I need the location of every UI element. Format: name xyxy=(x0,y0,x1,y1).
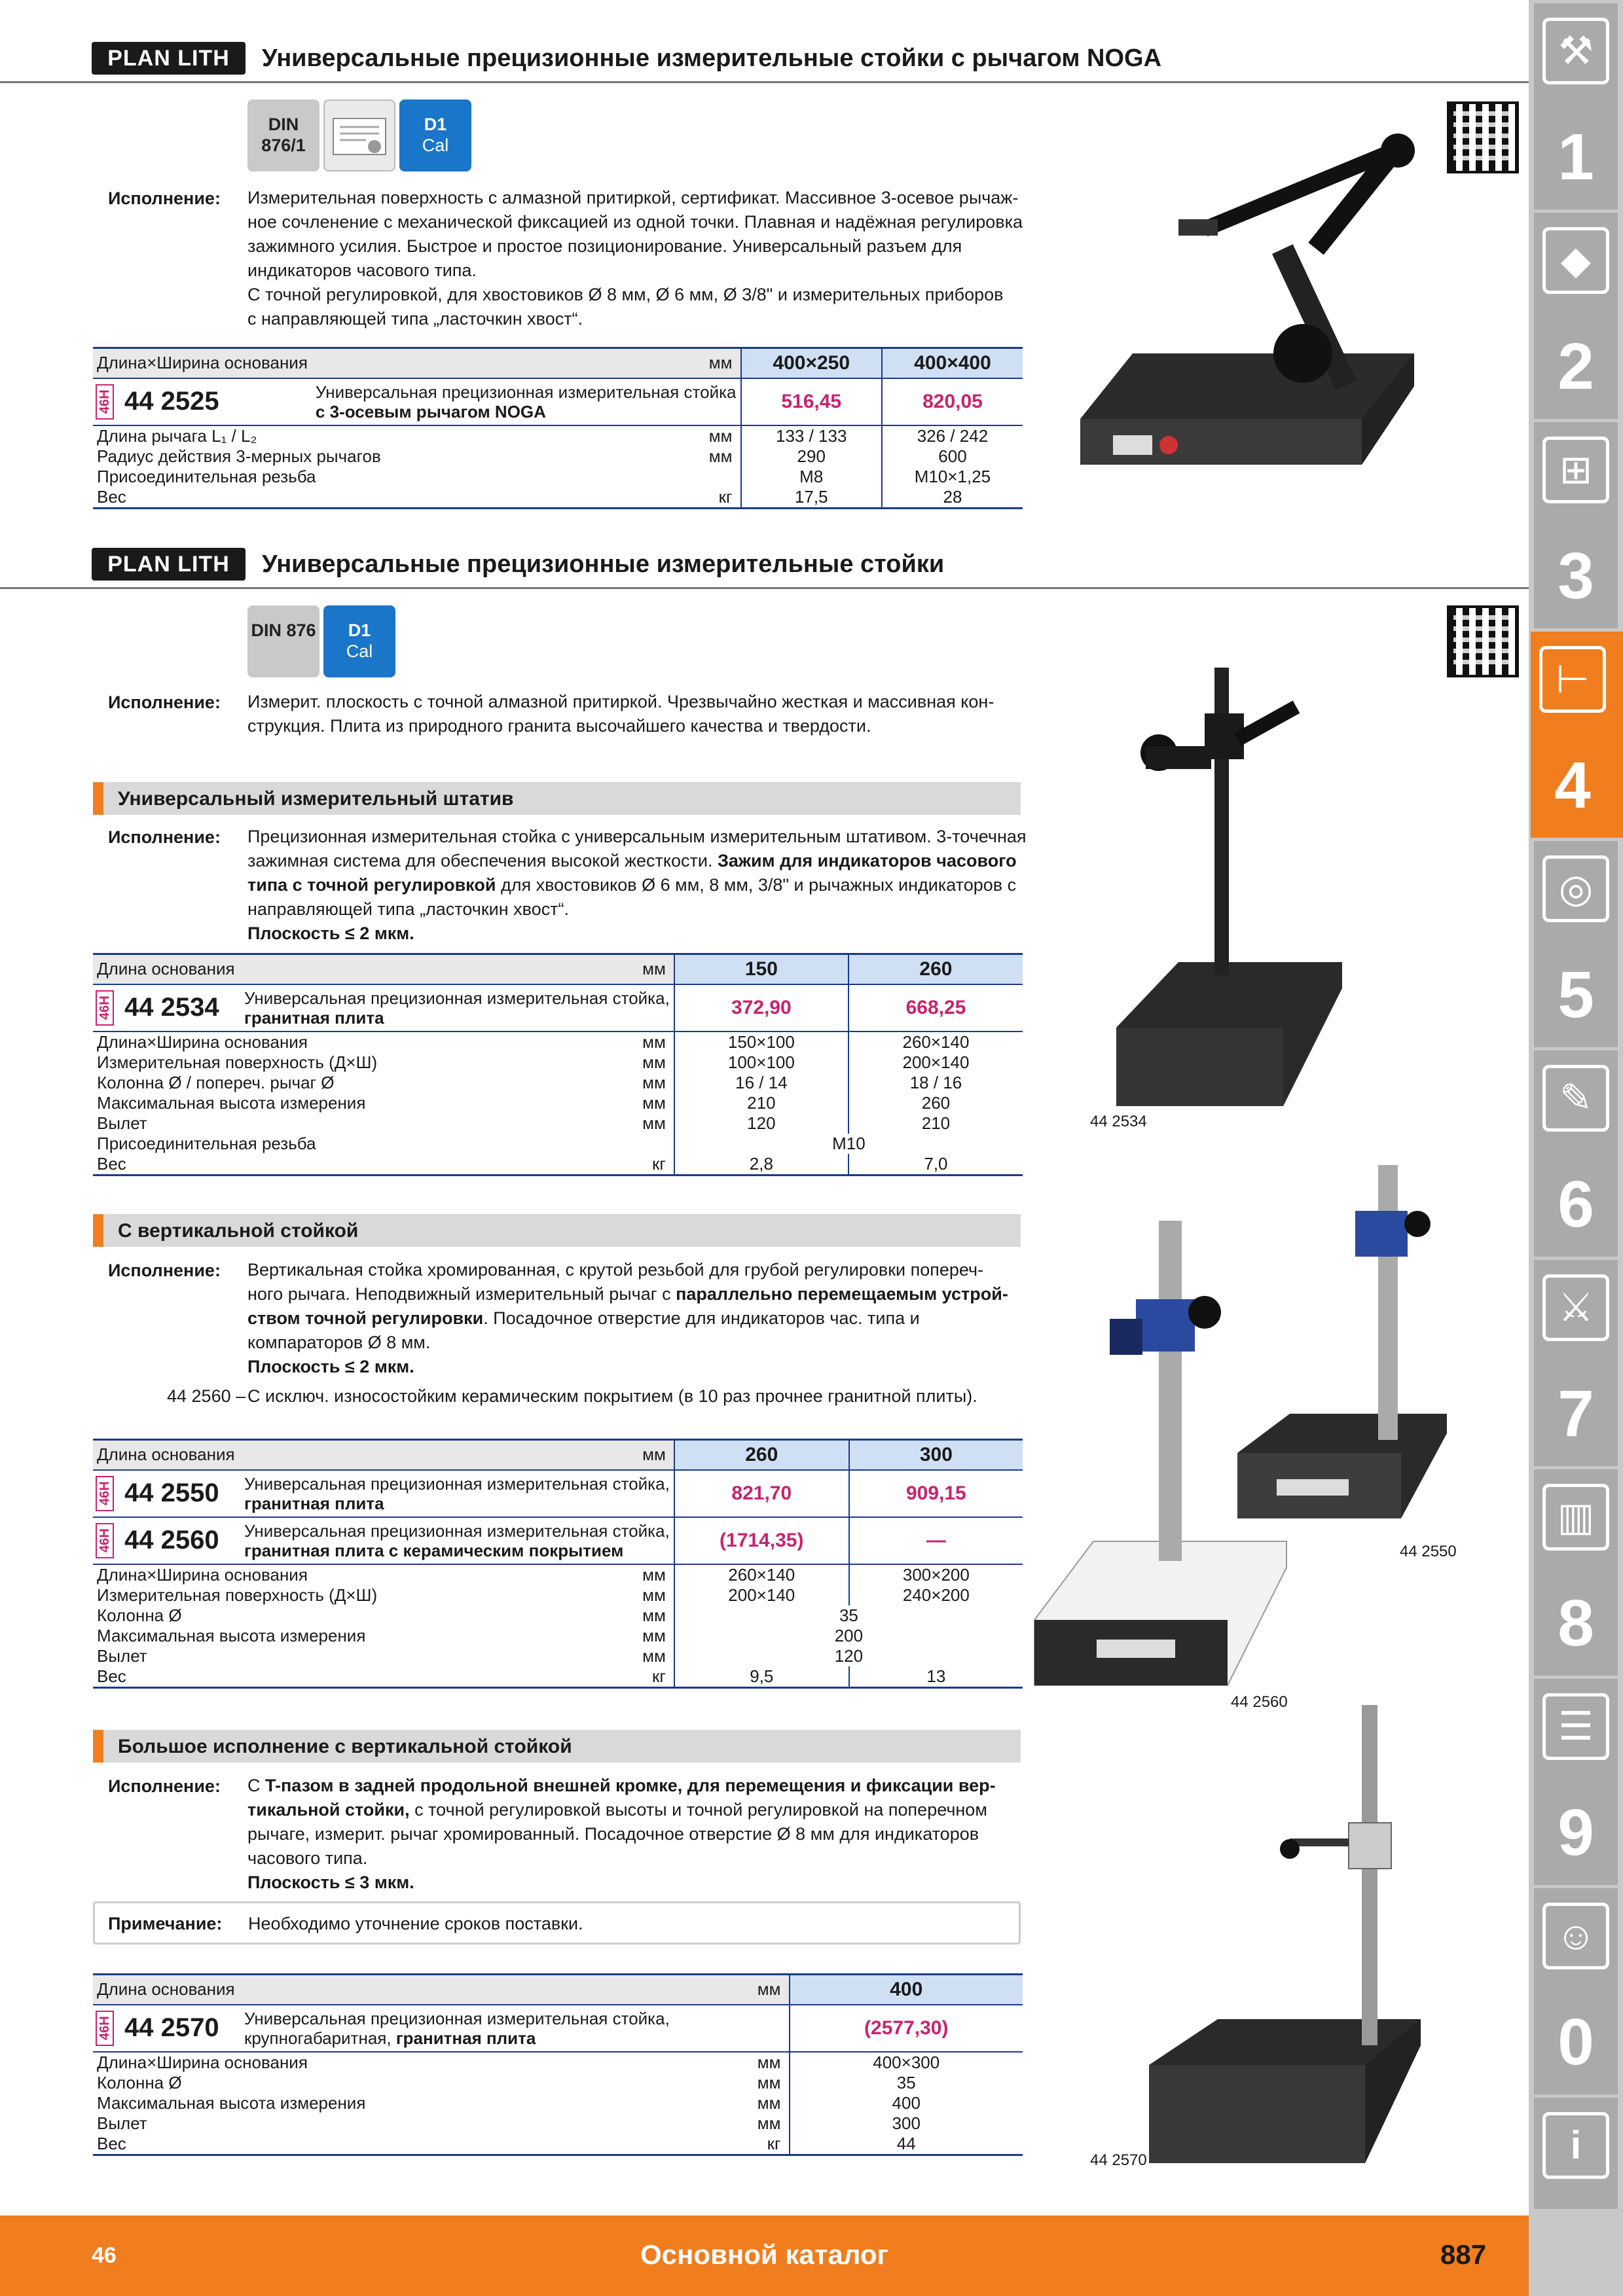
exec-label: Исполнение: xyxy=(108,188,221,208)
table-row: Длина×Ширина основания мм 400×300 xyxy=(93,2052,1023,2073)
din-badge: DIN 876/1 xyxy=(247,99,319,171)
price: 668,25 xyxy=(848,984,1023,1031)
subsection-large-version: Большое исполнение с вертикальной стойкой xyxy=(93,1730,1021,1763)
catalog-title: Основной каталог xyxy=(640,2239,888,2270)
din-badge: DIN 876 xyxy=(247,605,319,677)
price: 820,05 xyxy=(882,378,1023,425)
table-row: Присоединительная резьба M8 M10×1,25 xyxy=(93,467,1023,487)
section-title-noga: Универсальные прецизионные измерительные стойки с рычагом NOGA xyxy=(262,45,1162,72)
certificate-icon xyxy=(323,99,395,171)
stand-442570-image xyxy=(1139,1698,1453,2176)
hammer-pliers-icon: ⚔ xyxy=(1542,1274,1609,1341)
price: (1714,35) xyxy=(674,1517,849,1564)
chuck-icon: ⊞ xyxy=(1542,437,1609,503)
table-row: Вылет мм 300 xyxy=(93,2113,1023,2134)
subsection-universal-stand: Универсальный измерительный штатив xyxy=(93,782,1021,815)
drill-icon: ⚒ xyxy=(1542,18,1609,84)
d1-cal-badge xyxy=(399,99,471,171)
exec-text: Измерительная поверхность с алмазной притиркой, сертификат. Массивное 3-осевое рычаж- ное сочленение с механической фиксацией из одной точки. Плавная и надёжная регулировка зажимного усилия. Быстрое и простое позиционирование. Универсальный разъем для индикаторов часового типа. С точной регулировкой, для хвостовиков Ø 8 мм, Ø 6 мм, Ø 3/8" и измерительных приборов с направляющей типа „ласточкин хвост“. xyxy=(247,188,1023,329)
table-row: Колонна Ø мм 35 xyxy=(93,2073,1023,2093)
table-row: Колонна Ø мм 35 xyxy=(93,1605,1023,1626)
subsection-vertical-column: С вертикальной стойкой xyxy=(93,1214,1021,1247)
table-row: Длина×Ширина основания мм 150×100 260×140 xyxy=(93,1031,1023,1052)
table-row: Максимальная высота измерения мм 400 xyxy=(93,2093,1023,2113)
price: 516,45 xyxy=(741,378,882,425)
note-text: Необходимо уточнение сроков поставки. xyxy=(248,1914,583,1933)
section-header-noga xyxy=(0,34,1529,83)
chapter-tab-3[interactable]: ⊞ 3 xyxy=(1534,422,1618,628)
chapter-tab-2[interactable]: ◆ 2 xyxy=(1534,213,1618,419)
insert-icon: ◆ xyxy=(1542,227,1609,294)
exec-text: Измерит. плоскость с точной алмазной притиркой. Чрезвычайно жесткая и массивная кон- струкция. Плита из природного гранита высочайшего качества и твердости. xyxy=(247,692,994,736)
table-row: Вес кг 17,5 28 xyxy=(93,487,1023,509)
chapter-tab-7[interactable]: ⚔ 7 xyxy=(1534,1260,1618,1466)
article-number: 46H 44 2525 xyxy=(93,378,312,425)
table-row: Максимальная высота измерения мм 200 xyxy=(93,1626,1023,1646)
planolith-logo: PLAN LITH xyxy=(92,42,246,75)
chapter-tab-1[interactable]: ⚒ 1 xyxy=(1534,3,1618,209)
caliper-icon: ⊢ xyxy=(1539,646,1606,713)
cal-label: Cal xyxy=(422,135,449,155)
exec-label: Исполнение: xyxy=(108,692,221,712)
planolith-logo: PLAN LITH xyxy=(92,548,246,581)
image-caption: 44 2550 xyxy=(1400,1543,1457,1560)
table-row: 46H 44 2550 Универсальная прецизионная измерительная стойка, гранитная плита 821,70 909,15 xyxy=(93,1470,1023,1517)
chapter-tab-5[interactable]: ◎ 5 xyxy=(1534,841,1618,1047)
image-caption: 44 2560 xyxy=(1231,1693,1288,1711)
extra-note-number: 44 2560 – xyxy=(167,1386,246,1406)
article-number: 46H 44 2550 xyxy=(93,1470,240,1517)
exec-text: С T-пазом в задней продольной внешней кромке, для перемещения и фиксации вер- тикальной стойки, с точной регулировкой высоты и точной регулировкой на поперечном рычаге, измерит. рычаг хромированный. Посадочное отверстие Ø 8 мм для индикаторов часового типа. Плоскость ≤ 3 мкм. xyxy=(247,1776,996,1892)
table-row: Присоединительная резьба M10 xyxy=(93,1134,1023,1154)
table-row: Вес кг 9,5 13 xyxy=(93,1666,1023,1688)
qr-code-icon xyxy=(1447,605,1519,677)
tool-board-icon: ▥ xyxy=(1542,1484,1609,1551)
stand-442560-image xyxy=(1031,1214,1306,1712)
chapter-tab-8[interactable]: ▥ 8 xyxy=(1534,1469,1618,1676)
page-number-right: 887 xyxy=(1440,2239,1487,2270)
d1-cal-badge xyxy=(323,605,395,677)
extra-note: С исключ. износостойким керамическим покрытием (в 10 раз прочнее гранитной плиты). xyxy=(247,1386,977,1406)
grinding-disc-icon: ◎ xyxy=(1542,855,1609,922)
exec-label: Исполнение: xyxy=(108,827,221,847)
table-row: Максимальная высота измерения мм 210 260 xyxy=(93,1093,1023,1113)
product-table-442534: Длина основания мм 150 260 46H 44 2534 Универсальная прецизионная измерительная стойка, гранитная плита 372,90 668,25 Длина×Ширина основания мм 150×100 260×140 Измерительная поверхность (Д×Ш) мм 100×100 200×140 Колонна Ø / попереч. рычаг Ø мм 16 / 14 18 / 16 Максимальная высота измерения мм 210 260 Вылет мм 120 210 Присоединительная резьба M10 Вес кг 2,8 7,0 xyxy=(93,953,1023,1176)
safety-gear-icon: ☺ xyxy=(1542,1903,1609,1969)
page-number-left: 46 xyxy=(92,2243,117,2268)
table-row: Радиус действия 3-мерных рычагов мм 290 600 xyxy=(93,446,1023,467)
image-caption: 44 2570 xyxy=(1090,2151,1147,2169)
article-number: 46H 44 2570 xyxy=(93,2005,240,2052)
table-row: 46H 44 2525 Универсальная прецизионная измерительная стойка с 3-осевым рычагом NOGA 516,45 820,05 xyxy=(93,378,1023,425)
chapter-tab-0[interactable]: ☺ 0 xyxy=(1534,1888,1618,2094)
table-row: Вылет мм 120 xyxy=(93,1646,1023,1666)
table-row: 46H 44 2560 Универсальная прецизионная измерительная стойка, гранитная плита с керамическим покрытием (1714,35) — xyxy=(93,1517,1023,1564)
cal-label: Cal xyxy=(346,641,373,661)
table-row: Вес кг 2,8 7,0 xyxy=(93,1154,1023,1175)
table-row: Длина рычага L₁ / L₂ мм 133 / 133 326 / 242 xyxy=(93,425,1023,446)
wrench-icon: ✎ xyxy=(1542,1065,1609,1132)
table-row: Измерительная поверхность (Д×Ш) мм 200×140 240×200 xyxy=(93,1585,1023,1605)
d1-label: D1 xyxy=(348,620,371,640)
chapter-tab-info[interactable] xyxy=(1534,2098,1618,2209)
cabinet-icon: ☰ xyxy=(1542,1693,1609,1760)
exec-text: Вертикальная стойка хромированная, с крутой резьбой для грубой регулировки попереч- ного рычага. Неподвижный измерительный рычаг с параллельно перемещаемым устрой- ством точной регулировки. Посадочное отверстие для индикаторов час. типа и компараторов Ø 8 мм. Плоскость ≤ 2 мкм. xyxy=(247,1260,1008,1376)
d1-label: D1 xyxy=(424,115,447,134)
table-row: Колонна Ø / попереч. рычаг Ø мм 16 / 14 18 / 16 xyxy=(93,1073,1023,1093)
note-box xyxy=(93,1901,1021,1945)
article-number: 46H 44 2534 xyxy=(93,984,240,1031)
table-row: Длина×Ширина основания мм 260×140 300×200 xyxy=(93,1564,1023,1585)
exec-label: Исполнение: xyxy=(108,1261,221,1280)
stand-442534-image xyxy=(1106,661,1421,1119)
noga-stand-image xyxy=(1074,111,1453,517)
page-footer xyxy=(0,2215,1529,2296)
article-number: 46H 44 2560 xyxy=(93,1517,240,1564)
product-table-442570: Длина основания мм 400 46H 44 2570 Универсальная прецизионная измерительная стойка, крупногабаритная, гранитная плита (2577,30) Длина×Ширина основания мм 400×300 Колонна Ø мм 35 Максимальная высота измерения мм 400 Вылет мм 300 Вес кг 44 xyxy=(93,1973,1023,2156)
chapter-tab-6[interactable]: ✎ 6 xyxy=(1534,1050,1618,1257)
chapter-tab-4[interactable]: ⊢ 4 xyxy=(1531,632,1623,838)
price: — xyxy=(849,1517,1023,1564)
qr-code-icon xyxy=(1447,101,1519,173)
chapter-tab-9[interactable]: ☰ 9 xyxy=(1534,1679,1618,1885)
table-row: 46H 44 2534 Универсальная прецизионная измерительная стойка, гранитная плита 372,90 668,25 xyxy=(93,984,1023,1031)
price: 372,90 xyxy=(674,984,848,1031)
image-caption: 44 2534 xyxy=(1090,1113,1147,1130)
product-table-442550: Длина основания мм 260 300 46H 44 2550 Универсальная прецизионная измерительная стойка, гранитная плита 821,70 909,15 46H 44 2560 Универсальная прецизионная измерительная стойка, гранитная плита с керамическим покрытием (1714,35) — Длина×Ширина основания мм 260×140 300×200 Измерительная поверхность (Д×Ш) мм 200×140 240×200 Колонна Ø мм 35 Максимальная высота измерения мм 200 Вылет мм 120 Вес кг 9,5 13 xyxy=(93,1439,1023,1689)
table-row: Вылет мм 120 210 xyxy=(93,1113,1023,1134)
table-row: Вес кг 44 xyxy=(93,2134,1023,2155)
section-header-stands xyxy=(0,540,1529,589)
exec-text: Прецизионная измерительная стойка с универсальным измерительным штативом. 3-точечная зажимная система для обеспечения высокой жесткости. Зажим для индикаторов часового типа с точной регулировкой для хвостовиков Ø 6 мм, 8 мм, 3/8" и рычажных индикаторов с направляющей типа „ласточкин хвост“. Плоскость ≤ 2 мкм. xyxy=(247,827,1027,943)
price: 909,15 xyxy=(849,1470,1023,1517)
product-table-noga: Длина×Ширина основания мм 400×250 400×400 46H 44 2525 Универсальная прецизионная измерительная стойка с 3-осевым рычагом NOGA 516,45 820,05 Длина рычага L₁ / L₂ мм 133 / 133 326 / 242 Радиус действия 3-мерных рычагов мм 290 600 Присоединительная резьба M8 M10×1,25 Вес кг 17,5 28 xyxy=(93,347,1023,509)
price: 821,70 xyxy=(674,1470,849,1517)
table-row: 46H 44 2570 Универсальная прецизионная измерительная стойка, крупногабаритная, гранитная плита (2577,30) xyxy=(93,2005,1023,2052)
price: (2577,30) xyxy=(790,2005,1023,2052)
exec-label: Исполнение: xyxy=(108,1776,221,1796)
info-icon: i xyxy=(1542,2112,1609,2179)
table-row: Измерительная поверхность (Д×Ш) мм 100×100 200×140 xyxy=(93,1052,1023,1073)
note-label: Примечание: xyxy=(108,1914,223,1933)
section-title-stands: Универсальные прецизионные измерительные стойки xyxy=(262,550,945,578)
